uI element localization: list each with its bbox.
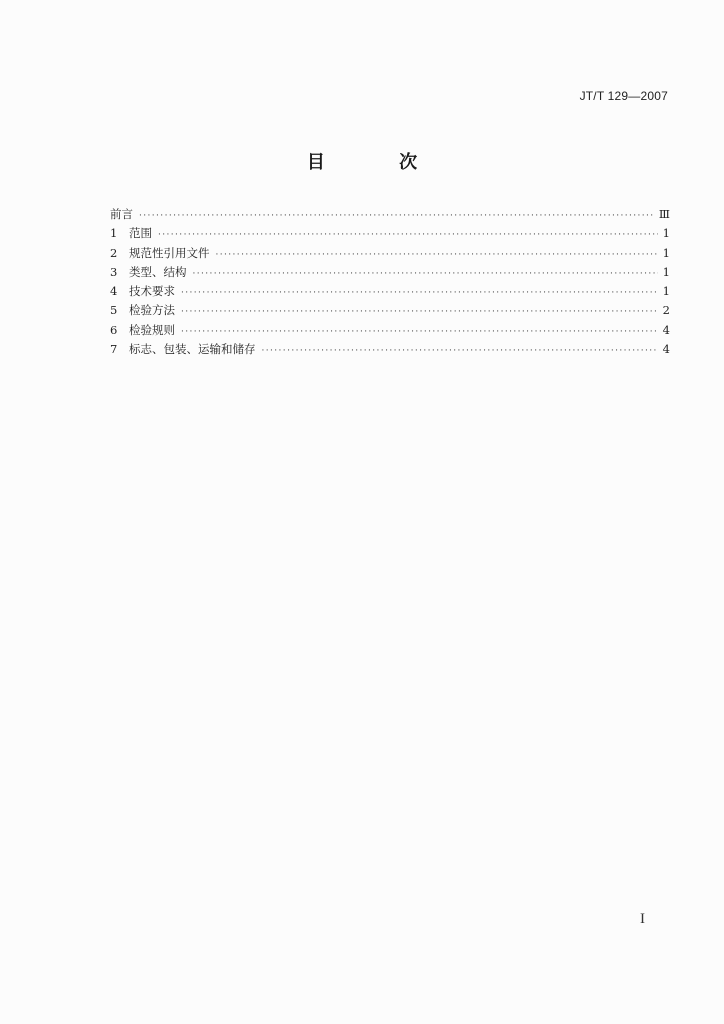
toc-entry-label: 范围 [129, 226, 152, 241]
toc-entry-scope[interactable] [110, 224, 670, 243]
toc-entry-page: 4 [662, 322, 670, 337]
toc-entry-number: 7 [110, 342, 118, 357]
toc-entry-number: 5 [110, 303, 118, 318]
toc-entry-label: 技术要求 [129, 284, 175, 299]
toc-title: 目 次 [306, 152, 452, 173]
toc-entry-page: Ⅲ [658, 207, 670, 221]
toc-leader-dots [158, 226, 658, 245]
toc-entry-type-structure[interactable] [110, 263, 670, 282]
toc-entry-page: 4 [662, 342, 670, 357]
toc-leader-dots [139, 207, 655, 226]
toc-entry-number: 4 [110, 284, 118, 299]
toc-leader-dots [216, 246, 659, 265]
toc-leader-dots [193, 265, 659, 284]
toc-entry-label: 检验规则 [129, 322, 175, 337]
toc-entry-technical-requirements[interactable] [110, 282, 670, 301]
toc-entry-page: 1 [662, 245, 670, 260]
toc-entry-label: 标志、包装、运输和储存 [129, 342, 256, 357]
table-of-contents [110, 205, 670, 359]
toc-entry-label: 规范性引用文件 [129, 245, 210, 260]
toc-entry-page: 1 [662, 264, 670, 279]
toc-entry-inspection-rules[interactable] [110, 321, 670, 340]
page-number: I [640, 911, 645, 927]
toc-entry-number: 2 [110, 245, 118, 260]
toc-entry-number: 3 [110, 264, 118, 279]
toc-entry-page: 2 [662, 303, 670, 318]
standard-code: JT/T 129—2007 [579, 89, 668, 103]
toc-entry-page: 1 [662, 226, 670, 241]
toc-entry-number: 6 [110, 322, 118, 337]
toc-entry-label: 类型、结构 [129, 264, 187, 279]
toc-entry-foreword[interactable] [110, 205, 670, 224]
toc-leader-dots [181, 284, 658, 303]
toc-entry-label: 前言 [110, 207, 133, 221]
toc-leader-dots [262, 342, 659, 361]
toc-entry-label: 检验方法 [129, 303, 175, 318]
toc-leader-dots [181, 303, 658, 322]
toc-entry-test-methods[interactable] [110, 301, 670, 320]
toc-entry-page: 1 [662, 284, 670, 299]
toc-entry-marking-packaging[interactable] [110, 340, 670, 359]
toc-entry-normative-references[interactable] [110, 244, 670, 263]
toc-entry-number: 1 [110, 226, 118, 241]
